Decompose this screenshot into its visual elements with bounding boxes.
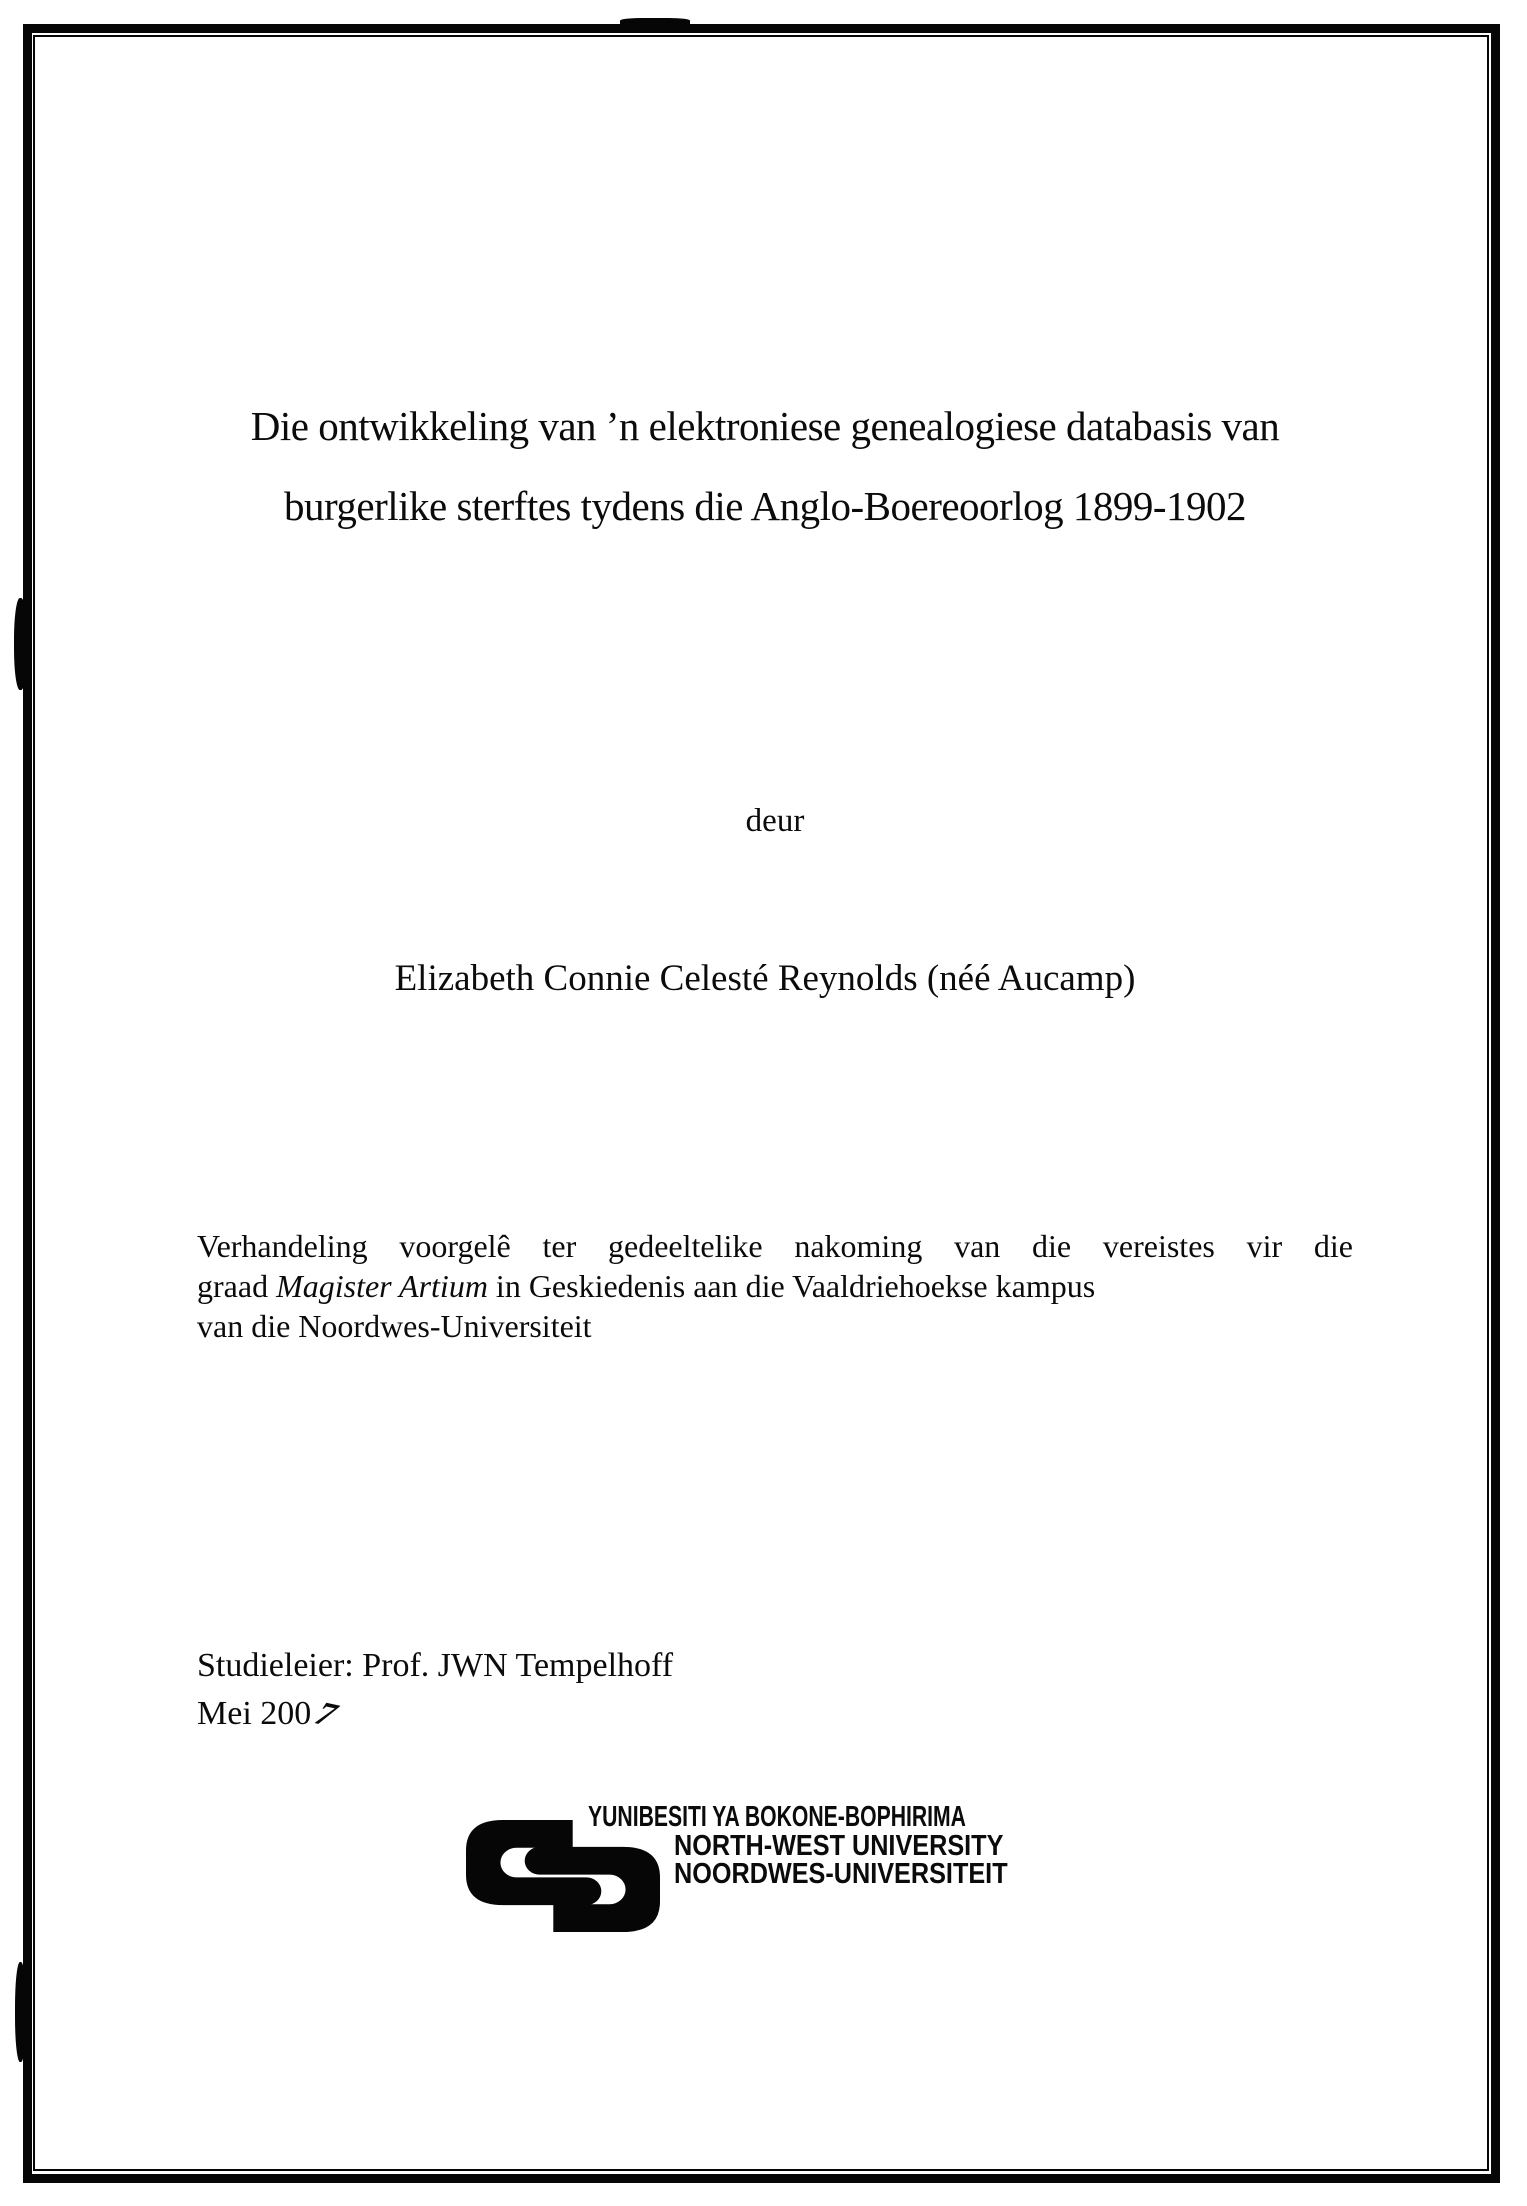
date-prefix: Mei 200: [197, 1695, 312, 1732]
scan-artifact: [620, 18, 690, 27]
logo-text-english: NORTH-WEST UNIVERSITY: [674, 1830, 1004, 1862]
scan-artifact: [15, 1962, 26, 2062]
nwu-interlocking-links-icon: [466, 1820, 660, 1932]
logo-text-line-3: [674, 1857, 1057, 1891]
handwritten-digit: 7: [306, 1696, 346, 1733]
degree-name: Magister Artium: [276, 1268, 488, 1304]
thesis-title: [110, 386, 1420, 546]
degree-statement-line-2-suffix: in Geskiedenis aan die Vaaldriehoekse kampus: [487, 1268, 1096, 1304]
degree-statement-line-2: [197, 1266, 1353, 1306]
supervisor-and-date: [197, 1642, 1097, 1738]
logo-text-setswana: YUNIBESITI YA BOKONE-BOPHIRIMA: [588, 1801, 966, 1833]
thesis-title-line-2: burgerlike sterftes tydens die Anglo-Boereoorlog 1899-1902: [283, 483, 1246, 529]
degree-statement: [197, 1226, 1353, 1346]
byline: deur: [745, 803, 805, 839]
degree-statement-line-2-prefix: graad: [197, 1268, 277, 1304]
date-line: [197, 1690, 1097, 1738]
supervisor-line: Studieleier: Prof. JWN Tempelhoff: [197, 1647, 674, 1684]
degree-statement-line-1: Verhandeling voorgelê ter gedeeltelike nakoming van die vereistes vir die: [197, 1228, 1353, 1264]
author-name: Elizabeth Connie Celesté Reynolds (néé Aucamp): [394, 958, 1136, 999]
degree-statement-line-3: van die Noordwes-Universiteit: [197, 1308, 592, 1344]
logo-text-afrikaans: NOORDWES-UNIVERSITEIT: [674, 1858, 1008, 1890]
thesis-title-line-1: Die ontwikkeling van ’n elektroniese genealogiese databasis van: [250, 403, 1280, 449]
scan-artifact: [14, 598, 27, 690]
nwu-logo: [466, 1820, 660, 1937]
